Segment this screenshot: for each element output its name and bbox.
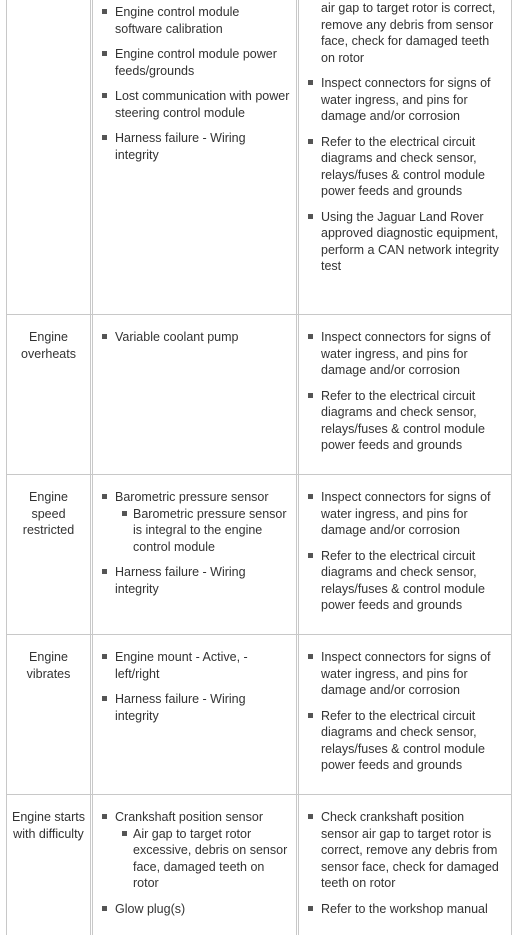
symptom-cell	[7, 475, 93, 634]
symptom-cell	[7, 315, 93, 474]
table-row	[7, 474, 511, 634]
action-item: Refer to the electrical circuit diagrams and check sensor, relays/fuses & control module power feeds and grounds	[305, 134, 505, 200]
actions-cell	[299, 0, 511, 314]
action-item: Check crankshaft position sensor air gap to target rotor is correct, remove any debris from sensor face, check for damaged teeth on rotor	[305, 809, 505, 892]
cause-item: Variable coolant pump	[99, 329, 290, 346]
table-row	[7, 794, 511, 935]
symptom-cell	[7, 635, 93, 794]
symptom-text: Engine starts with difficulty	[12, 810, 85, 841]
action-item: Inspect connectors for signs of water ingress, and pins for damage and/or corrosion	[305, 329, 505, 379]
action-item: Refer to the electrical circuit diagrams and check sensor, relays/fuses & control module power feeds and grounds	[305, 708, 505, 774]
cause-item: Harness failure - Wiring integrity	[99, 691, 290, 724]
actions-cell	[299, 795, 511, 935]
action-item: Inspect connectors for signs of water ingress, and pins for damage and/or corrosion	[305, 649, 505, 699]
symptom-text: Engine overheats	[21, 330, 76, 361]
cause-item: Harness failure - Wiring integrity	[99, 564, 290, 597]
table-row	[7, 634, 511, 794]
actions-list	[305, 489, 505, 614]
sub-item: Barometric pressure sensor is integral to the engine control module	[115, 506, 290, 556]
cause-item: Glow plug(s)	[99, 901, 290, 918]
action-item: Using the Jaguar Land Rover approved diagnostic equipment, perform a CAN network integrity test	[305, 209, 505, 275]
table-row	[7, 0, 511, 314]
causes-cell	[93, 475, 299, 634]
action-item-continued: air gap to target rotor is correct, remove any debris from sensor face, check for damaged teeth on rotor	[321, 1, 496, 65]
actions-list	[305, 329, 505, 454]
causes-list	[99, 329, 290, 346]
action-item: Refer to the electrical circuit diagrams and check sensor, relays/fuses & control module power feeds and grounds	[305, 548, 505, 614]
causes-cell	[93, 795, 299, 935]
cause-item: Engine mount - Active, - left/right	[99, 649, 290, 682]
causes-list	[99, 489, 290, 597]
causes-list	[99, 649, 290, 724]
causes-list	[99, 4, 290, 163]
actions-list	[305, 0, 505, 275]
action-item: Refer to the electrical circuit diagrams and check sensor, relays/fuses & control module power feeds and grounds	[305, 388, 505, 454]
cause-item: Engine control module software calibration	[99, 4, 290, 37]
sub-item: Air gap to target rotor excessive, debris on sensor face, damaged teeth on rotor	[115, 826, 290, 892]
symptom-cell	[7, 795, 93, 935]
actions-list	[305, 649, 505, 774]
cause-item: Barometric pressure sensor Barometric pressure sensor is integral to the engine control module	[99, 489, 290, 555]
causes-list	[99, 809, 290, 917]
symptom-cell	[7, 0, 93, 314]
actions-cell	[299, 315, 511, 474]
table-row	[7, 314, 511, 474]
causes-cell	[93, 0, 299, 314]
causes-cell	[93, 315, 299, 474]
symptom-text: Engine speed restricted	[22, 490, 75, 537]
action-item: Refer to the workshop manual	[305, 901, 505, 918]
actions-cell	[299, 635, 511, 794]
symptom-text: Engine vibrates	[26, 650, 71, 681]
cause-item: Lost communication with power steering control module	[99, 88, 290, 121]
diagnostic-table	[6, 0, 512, 935]
causes-cell	[93, 635, 299, 794]
cause-item: Engine control module power feeds/grounds	[99, 46, 290, 79]
actions-list	[305, 809, 505, 917]
action-item: Inspect connectors for signs of water ingress, and pins for damage and/or corrosion	[305, 75, 505, 125]
sub-list	[115, 826, 290, 892]
sub-list	[115, 506, 290, 556]
cause-item: Crankshaft position sensor Air gap to target rotor excessive, debris on sensor face, damaged teeth on rotor	[99, 809, 290, 892]
cause-item: Harness failure - Wiring integrity	[99, 130, 290, 163]
action-item: Inspect connectors for signs of water ingress, and pins for damage and/or corrosion	[305, 489, 505, 539]
actions-cell	[299, 475, 511, 634]
